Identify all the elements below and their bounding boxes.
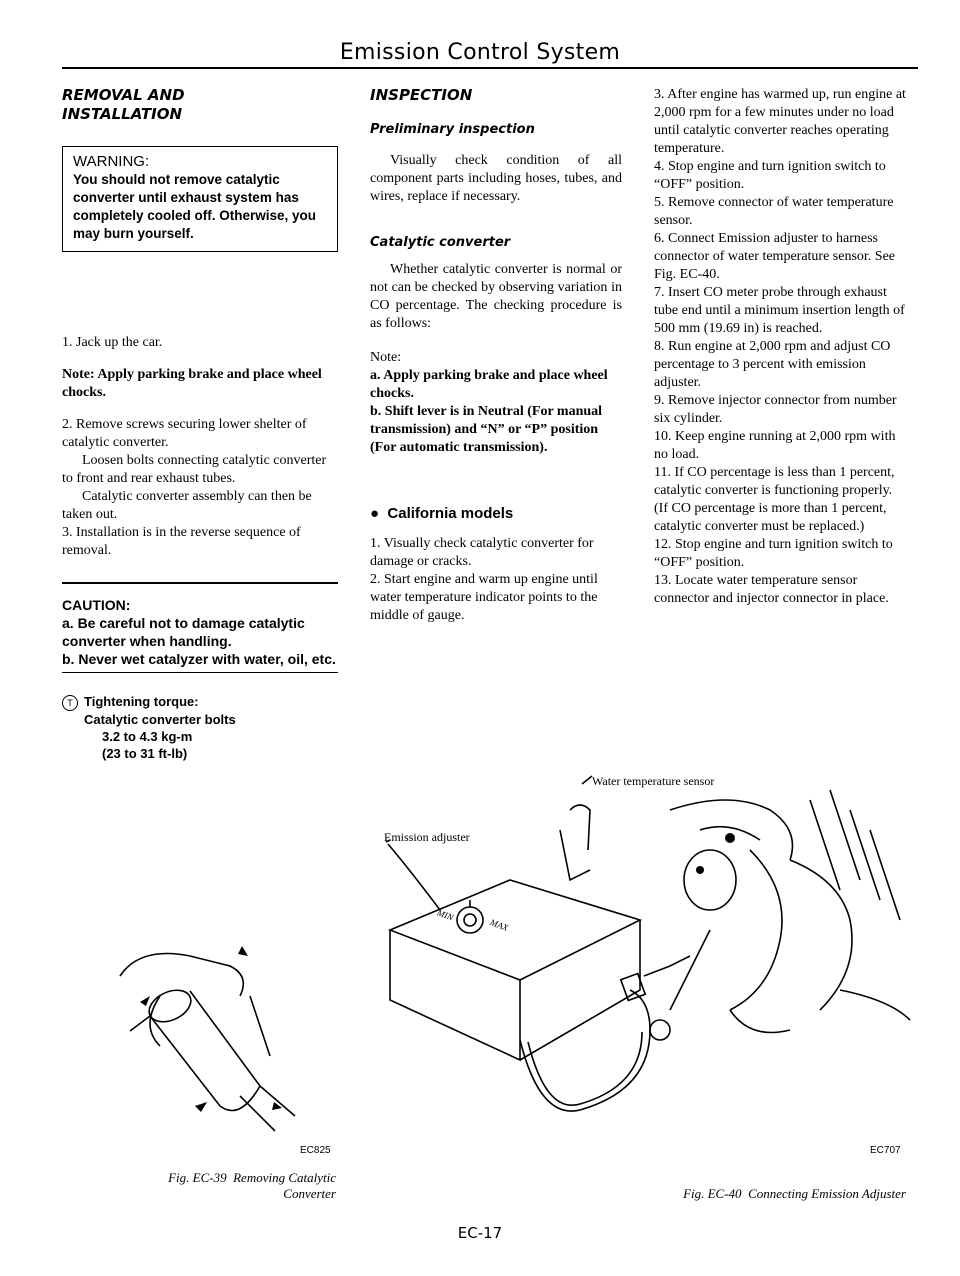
paragraph-catalytic: Whether catalytic converter is normal or not can be checked by observing variation in CO percentage. The checking procedure is as follows:	[370, 262, 622, 331]
figure-40-caption	[600, 1186, 906, 1202]
emission-adjuster-illustration	[370, 770, 920, 1140]
caution-title: CAUTION:	[62, 596, 131, 613]
right-step-4: 4. Stop engine and turn ignition switch to “OFF” position.	[654, 159, 886, 192]
label-water-temp-sensor: Water temperature sensor	[592, 774, 715, 788]
warning-title: WARNING:	[73, 153, 150, 170]
caution-bottom-rule	[62, 672, 338, 674]
torque-icon: T	[62, 695, 78, 711]
figure-39-label: Fig. EC-39	[168, 1170, 227, 1185]
right-step-6: 6. Connect Emission adjuster to harness connector of water temperature sensor. See Fig. EC-40.	[654, 231, 896, 282]
figure-39-title-2: Converter	[283, 1186, 336, 1201]
left-column	[62, 86, 338, 762]
torque-block	[62, 693, 338, 762]
section-heading-inspection: INSPECTION	[370, 86, 473, 104]
california-step-2: 2. Start engine and warm up engine until water temperature indicator points to the middle of gauge.	[370, 572, 598, 623]
right-step-7: 7. Insert CO meter probe through exhaust tube end until a minimum insertion length of 500 mm (19.69 in) is reached.	[654, 285, 905, 336]
section-heading-removal: REMOVAL AND INSTALLATION	[62, 86, 185, 123]
right-step-3: 3. After engine has warmed up, run engine at 2,000 rpm for a few minutes under no load until catalytic converter reaches operating temperature.	[654, 87, 906, 156]
page-header-title: Emission Control System	[339, 40, 621, 65]
label-emission-adjuster: Emission adjuster	[384, 830, 470, 844]
right-step-10: 10. Keep engine running at 2,000 rpm with no load.	[654, 429, 896, 462]
figure-40-title: Connecting Emission Adjuster	[748, 1186, 906, 1201]
caution-a: a. Be careful not to damage catalytic converter when handling.	[62, 614, 305, 649]
caution-top-rule	[62, 582, 338, 584]
step-3: 3. Installation is in the reverse sequence of removal.	[62, 525, 301, 558]
knob-label-min: MIN	[435, 907, 455, 923]
caution-b: b. Never wet catalyzer with water, oil, etc.	[62, 650, 336, 667]
figure-40-code: EC707	[870, 1145, 901, 1156]
torque-value-imperial: (23 to 31 ft-lb)	[102, 746, 188, 761]
warning-text: You should not remove catalytic converter until exhaust system has completely cooled off. Otherwise, you may burn yourself.	[73, 172, 317, 241]
subheading-catalytic: Catalytic converter	[370, 235, 511, 250]
step-2c: Catalytic converter assembly can then be taken out.	[62, 489, 312, 522]
paragraph-preliminary: Visually check condition of all component parts including hoses, tubes, and wires, replace if necessary.	[370, 153, 622, 204]
figure-39-title-1: Removing Catalytic	[233, 1170, 336, 1185]
step-2: 2. Remove screws securing lower shelter of catalytic converter.	[62, 417, 307, 450]
middle-column	[370, 86, 622, 625]
step-2b: Loosen bolts connecting catalytic converter to front and rear exhaust tubes.	[62, 453, 327, 486]
catalytic-converter-illustration	[100, 936, 340, 1136]
torque-title: Tightening torque:	[84, 694, 199, 709]
note-b: b. Shift lever is in Neutral (For manual transmission) and “N” or “P” position (For automatic transmission).	[370, 404, 603, 455]
subheading-preliminary: Preliminary inspection	[370, 122, 535, 137]
caution-block	[62, 596, 338, 668]
right-step-13: 13. Locate water temperature sensor connector and injector connector in place.	[654, 573, 889, 606]
california-step-1: 1. Visually check catalytic converter for damage or cracks.	[370, 536, 594, 569]
bullet-icon: ●	[370, 505, 388, 522]
note-title: Note:	[370, 350, 402, 365]
right-step-8: 8. Run engine at 2,000 rpm and adjust CO percentage to 3 percent with emission adjuster.	[654, 339, 891, 390]
step-1: 1. Jack up the car.	[62, 335, 163, 350]
figure-40-label: Fig. EC-40	[683, 1186, 742, 1201]
knob-label-max: MAX	[488, 917, 510, 933]
right-step-5: 5. Remove connector of water temperature sensor.	[654, 195, 894, 228]
page-number: EC-17	[457, 1224, 503, 1242]
figure-39-code: EC825	[300, 1145, 331, 1156]
right-step-11: 11. If CO percentage is less than 1 percent, catalytic converter is functioning properly. (If CO percentage is more than 1 percent, catalytic converter must be replaced.)	[654, 465, 895, 534]
note-1: Note: Apply parking brake and place wheel chocks.	[62, 367, 322, 400]
warning-box	[62, 146, 338, 252]
note-a: a. Apply parking brake and place wheel chocks.	[370, 368, 608, 401]
torque-item: Catalytic converter bolts	[84, 712, 236, 727]
figure-39-caption	[120, 1170, 336, 1202]
header-rule	[62, 67, 918, 69]
right-column	[654, 86, 906, 608]
right-step-12: 12. Stop engine and turn ignition switch to “OFF” position.	[654, 537, 893, 570]
torque-value-metric: 3.2 to 4.3 kg-m	[102, 729, 193, 744]
right-step-9: 9. Remove injector connector from number six cylinder.	[654, 393, 897, 426]
subheading-california: ● California models	[370, 505, 514, 522]
